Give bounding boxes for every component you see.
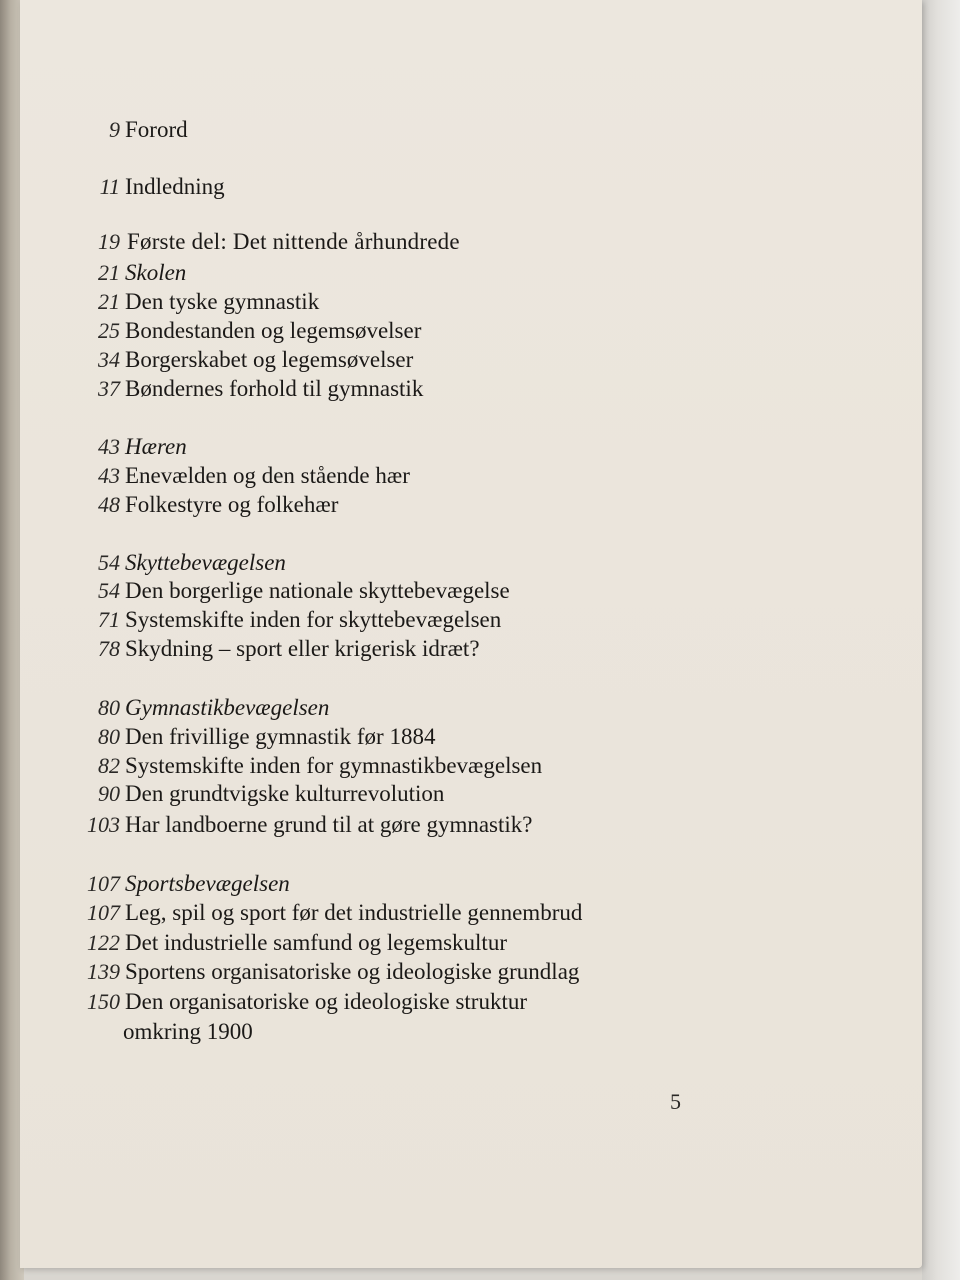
toc-title: Det industrielle samfund og legemskultur <box>125 930 507 955</box>
toc-title: Borgerskabet og legemsøvelser <box>125 347 414 372</box>
toc-entry <box>20 172 920 202</box>
toc-title: Den borgerlige nationale skyttebevægelse <box>125 578 510 603</box>
toc-title: Den frivillige gymnastik før 1884 <box>125 724 436 749</box>
toc-entry <box>20 928 920 958</box>
toc-page-number: 43 <box>98 463 120 488</box>
toc-page-number: 107 <box>87 871 120 896</box>
toc-page-number: 21 <box>98 289 120 314</box>
toc-entry <box>20 751 920 781</box>
toc-page-number: 139 <box>87 959 120 984</box>
toc-page-number: 54 <box>98 578 120 603</box>
toc-entry <box>20 374 920 404</box>
toc-page-number: 11 <box>99 174 120 199</box>
toc-entry <box>20 576 920 606</box>
toc-page-number: 54 <box>98 550 120 575</box>
toc-entry <box>20 316 920 346</box>
toc-title: Den tyske gymnastik <box>125 289 320 314</box>
toc-page-number: 34 <box>98 347 120 372</box>
toc-entry <box>20 490 920 520</box>
toc-entry <box>20 779 920 809</box>
background-surface <box>922 0 960 1280</box>
toc-title: Sportsbevægelsen <box>125 871 290 896</box>
toc-title: Enevælden og den stående hær <box>125 463 410 488</box>
toc-title: Systemskifte inden for gymnastikbevægelsen <box>125 753 543 778</box>
toc-entry <box>20 810 920 840</box>
toc-title: Bøndernes forhold til gymnastik <box>125 376 424 401</box>
toc-page-number: 80 <box>98 695 120 720</box>
toc-entry <box>20 634 920 664</box>
toc-page-number: 9 <box>109 117 120 142</box>
toc-entry <box>20 345 920 375</box>
toc-title: Har landboerne grund til at gøre gymnastik? <box>125 812 533 837</box>
toc-title: Folkestyre og folkehær <box>125 492 339 517</box>
toc-entry <box>20 461 920 491</box>
toc-section-heading <box>20 432 920 462</box>
toc-section-heading <box>20 258 920 288</box>
toc-entry <box>20 957 920 987</box>
toc-title: Skydning – sport eller krigerisk idræt? <box>125 636 480 661</box>
toc-entry <box>20 287 920 317</box>
toc-page-number: 80 <box>98 724 120 749</box>
toc-section-heading <box>20 693 920 723</box>
toc-title: Sportens organisatoriske og ideologiske grundlag <box>125 959 580 984</box>
toc-entry <box>20 898 920 928</box>
toc-entry <box>20 722 920 752</box>
toc-page-number: 37 <box>98 376 120 401</box>
toc-title: Skyttebevægelsen <box>125 550 286 575</box>
toc-entry-part-heading <box>20 227 920 257</box>
toc-title: Systemskifte inden for skyttebevægelsen <box>125 607 502 632</box>
toc-page-number: 19 <box>98 229 120 254</box>
toc-page-number: 90 <box>98 781 120 806</box>
toc-page-number: 71 <box>98 607 120 632</box>
toc-title: Gymnastikbevægelsen <box>125 695 330 720</box>
toc-entry <box>20 115 920 145</box>
toc-entry <box>20 987 920 1017</box>
toc-title: Indledning <box>125 174 225 199</box>
toc-title: Hæren <box>125 434 187 459</box>
page-number-folio: 5 <box>670 1089 681 1114</box>
toc-page-number: 103 <box>87 812 120 837</box>
toc-title: Den organisatoriske og ideologiske struktur <box>125 989 528 1014</box>
toc-page-number: 122 <box>87 930 120 955</box>
toc-page-number: 78 <box>98 636 120 661</box>
toc-page-number: 107 <box>87 900 120 925</box>
toc-page-number: 43 <box>98 434 120 459</box>
book-page <box>20 0 922 1268</box>
toc-title: Skolen <box>125 260 187 285</box>
toc-title: Den grundtvigske kulturrevolution <box>125 781 445 806</box>
toc-entry <box>20 605 920 635</box>
toc-title: Bondestanden og legemsøvelser <box>125 318 422 343</box>
toc-page-number: 21 <box>98 260 120 285</box>
toc-title: Forord <box>125 117 188 142</box>
toc-section-heading <box>20 548 920 578</box>
toc-title: Leg, spil og sport før det industrielle gennembrud <box>125 900 583 925</box>
toc-section-heading <box>20 869 920 899</box>
toc-page-number: 150 <box>87 989 120 1014</box>
toc-page-number: 25 <box>98 318 120 343</box>
toc-page-number: 82 <box>98 753 120 778</box>
toc-title-continuation: omkring 1900 <box>123 1019 253 1044</box>
toc-page-number: 48 <box>98 492 120 517</box>
toc-title: Første del: Det nittende århundrede <box>127 229 460 254</box>
